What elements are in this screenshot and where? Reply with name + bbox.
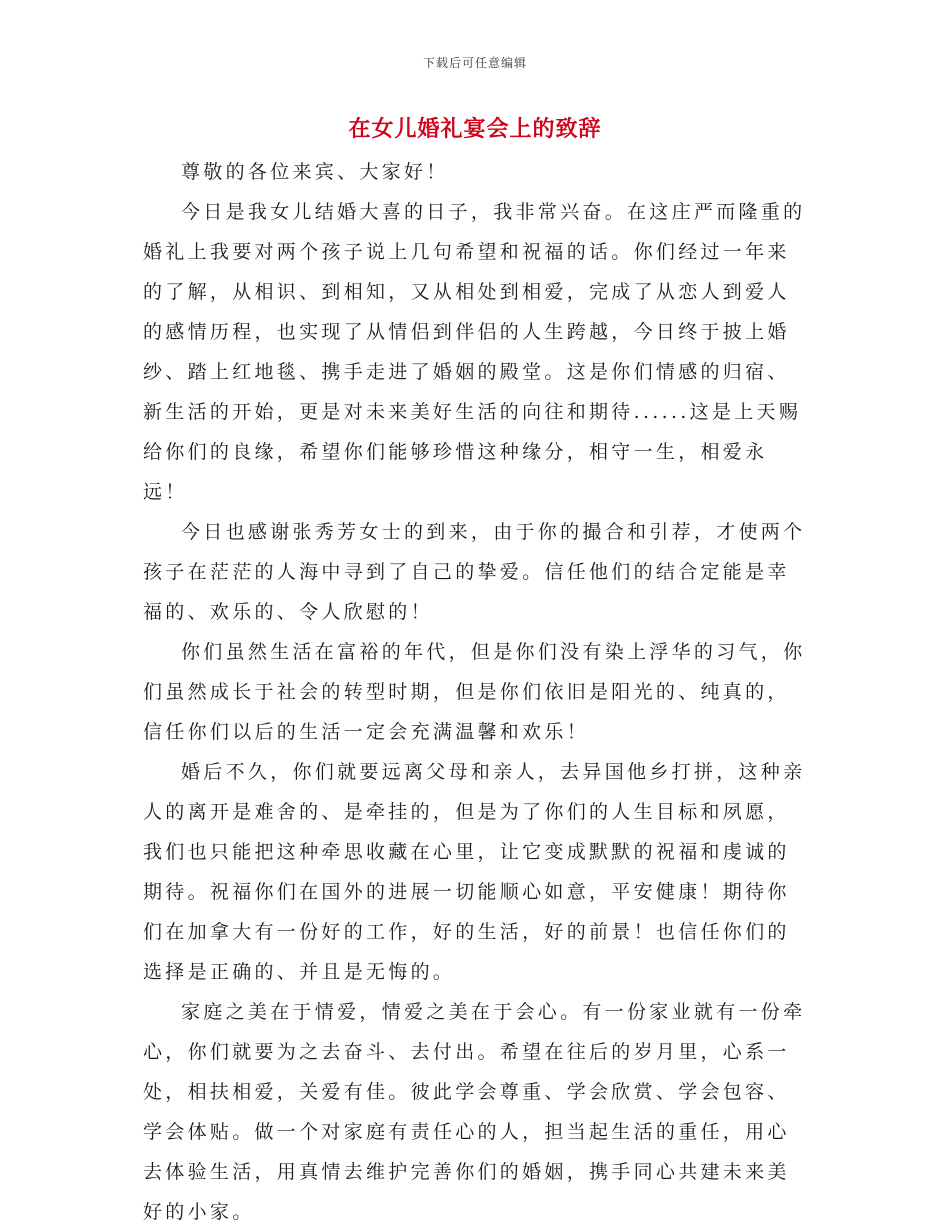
paragraph-2: 今日也感谢张秀芳女士的到来，由于你的撮合和引荐，才使两个孩子在茫茫的人海中寻到了自己的挚爱。信任他们的结合定能是幸福的、欢乐的、令人欣慰的！ — [143, 521, 806, 623]
paragraph-5: 家庭之美在于情爱，情爱之美在于会心。有一份家业就有一份牵心，你们就要为之去奋斗、去付出。希望在往后的岁月里，心系一处，相扶相爱，关爱有佳。彼此学会尊重、学会欣赏、学会包容、学会体贴。做一个对家庭有责任心的人，担当起生活的重任，用心去体验生活，用真情去维护完善你们的婚姻，携手同心共建未来美好的小家。 — [143, 1001, 806, 1223]
document-title: 在女儿婚礼宴会上的致辞 — [348, 116, 602, 142]
paragraph-3: 你们虽然生活在富裕的年代，但是你们没有染上浮华的习气，你们虽然成长于社会的转型时期，但是你们依旧是阳光的、纯真的，信任你们以后的生活一定会充满温馨和欢乐！ — [143, 641, 806, 743]
paragraph-greeting: 尊敬的各位来宾、大家好！ — [181, 161, 449, 183]
paragraph-4: 婚后不久，你们就要远离父母和亲人，去异国他乡打拼，这种亲人的离开是难舍的、是牵挂的，但是为了你们的人生目标和夙愿，我们也只能把这种牵思收藏在心里，让它变成默默的祝福和虔诚的期待。祝福你们在国外的进展一切能顺心如意，平安健康！期待你们在加拿大有一份好的工作，好的生活，好的前景！也信任你们的选择是正确的、并且是无悔的。 — [143, 761, 806, 983]
paragraph-1: 今日是我女儿结婚大喜的日子，我非常兴奋。在这庄严而隆重的婚礼上我要对两个孩子说上几句希望和祝福的话。你们经过一年来的了解，从相识、到相知，又从相处到相爱，完成了从恋人到爱人的感情历程，也实现了从情侣到伴侣的人生跨越，今日终于披上婚纱、踏上红地毯、携手走进了婚姻的殿堂。这是你们情感的归宿、新生活的开始，更是对未来美好生活的向往和期待......这是上天赐给你们的良缘，希望你们能够珍惜这种缘分，相守一生，相爱永远！ — [143, 201, 806, 503]
header-note: 下载后可任意编辑 — [422, 56, 527, 70]
document-body — [143, 152, 807, 1232]
